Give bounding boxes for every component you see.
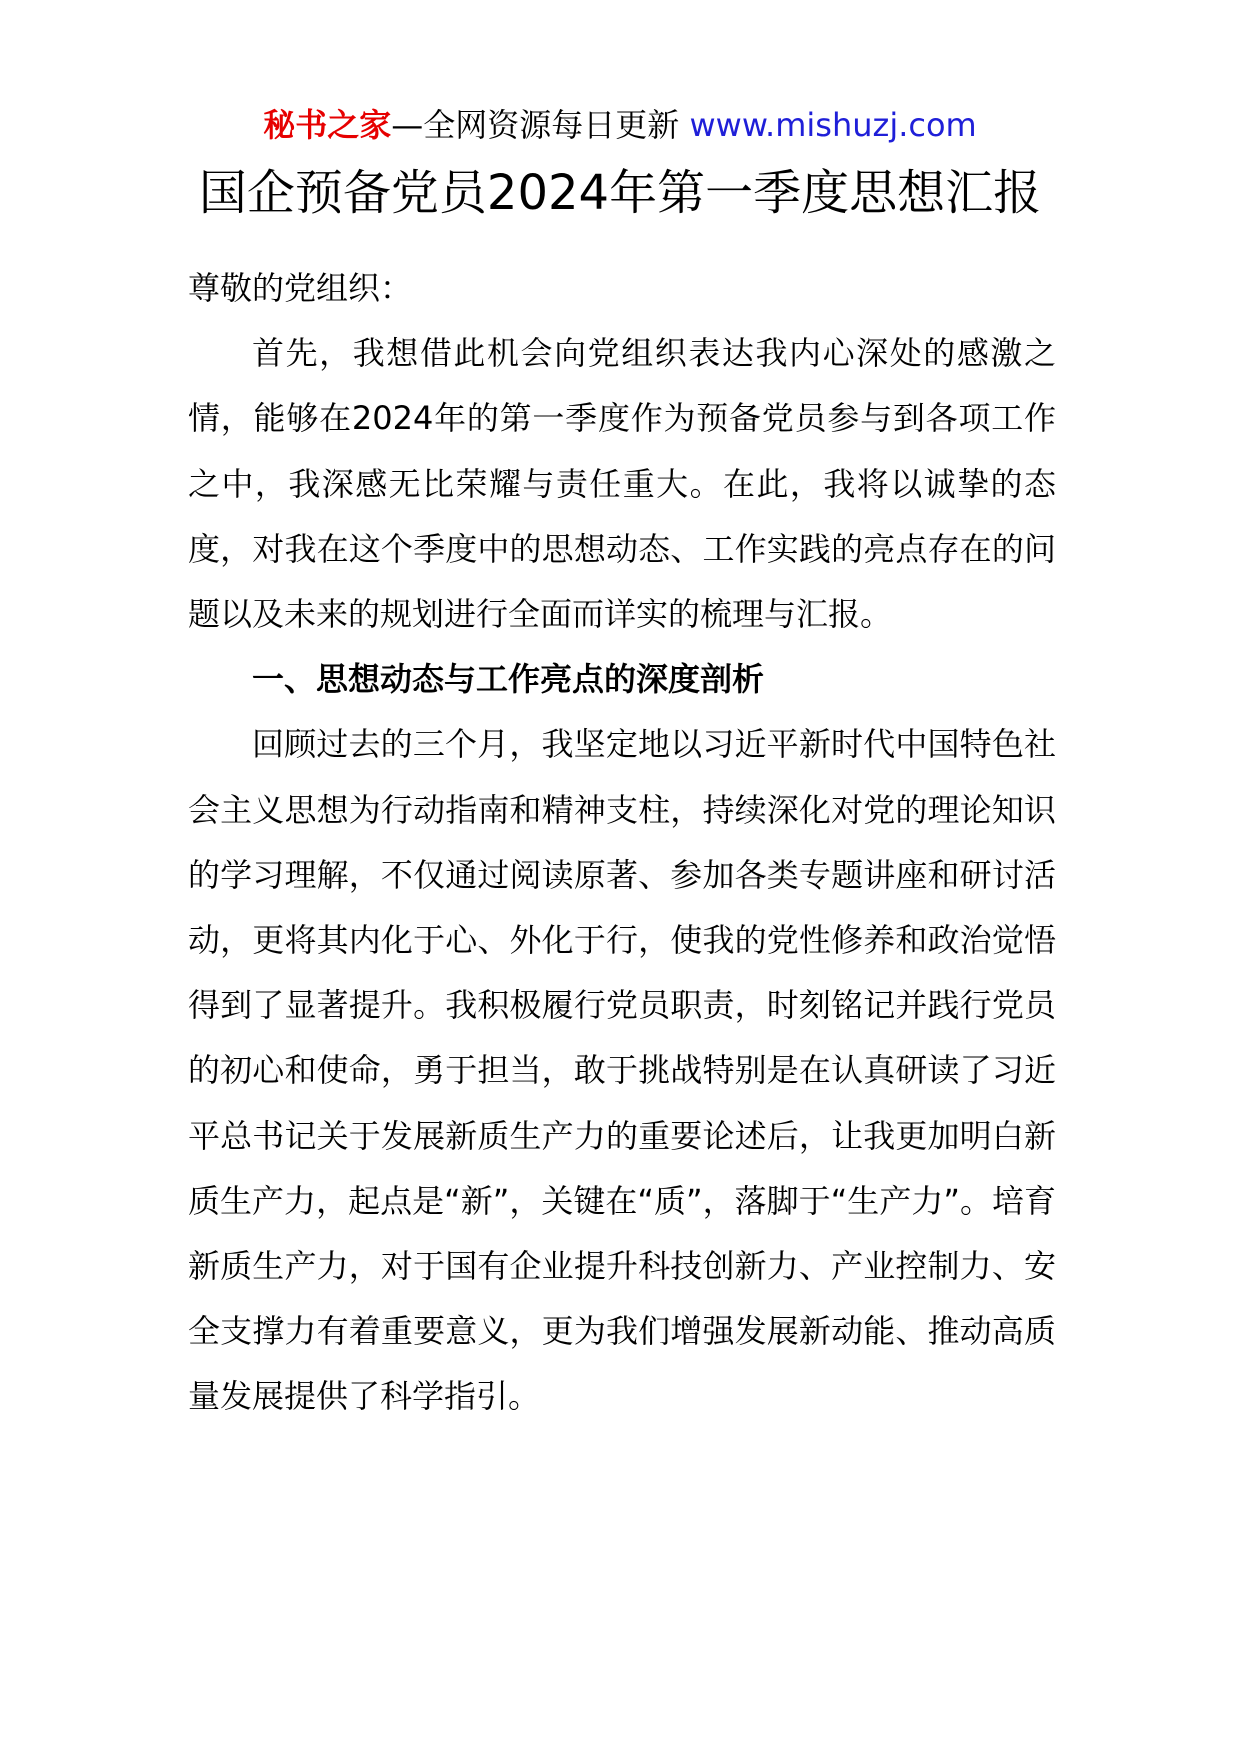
banner-brand: 秘书之家 [263, 106, 392, 144]
page-title: 国企预备党员2024年第一季度思想汇报 [198, 165, 1042, 221]
section-paragraph: 回顾过去的三个月，我坚定地以习近平新时代中国特色社会主义思想为行动指南和精神支柱，持续深化对党的理论知识的学习理解，不仅通过阅读原著、参加各类专题讲座和研讨活动，更将其内化于心、外化于行，使我的党性修养和政治觉悟得到了显著提升。我积极履行党员职责，时刻铭记并践行党员的初心和使命，勇于担当，敢于挑战特别是在认真研读了习近平总书记关于发展新质生产力的重要论述后，让我更加明白新质生产力，起点是“新”，关键在“质”，落脚于“生产力”。培育新质生产力，对于国有企业提升科技创新力、产业控制力、安全支撑力有着重要意义，更为我们增强发展新动能、推动高质量发展提供了科学指引。 [188, 725, 1056, 1416]
intro-paragraph: 首先，我想借此机会向党组织表达我内心深处的感激之情，能够在2024年的第一季度作为预备党员参与到各项工作之中，我深感无比荣耀与责任重大。在此，我将以诚挚的态度，对我在这个季度中的思想动态、工作实践的亮点存在的问题以及未来的规划进行全面而详实的梳理与汇报。 [188, 334, 1056, 634]
banner-url: www.mishuzj.com [689, 106, 977, 144]
section-heading: 一、思想动态与工作亮点的深度剖析 [252, 660, 765, 699]
banner-tagline: —全网资源每日更新 [391, 106, 680, 144]
document-body [188, 256, 1056, 1430]
site-banner [0, 103, 1240, 147]
salutation: 尊敬的党组织： [188, 269, 413, 307]
